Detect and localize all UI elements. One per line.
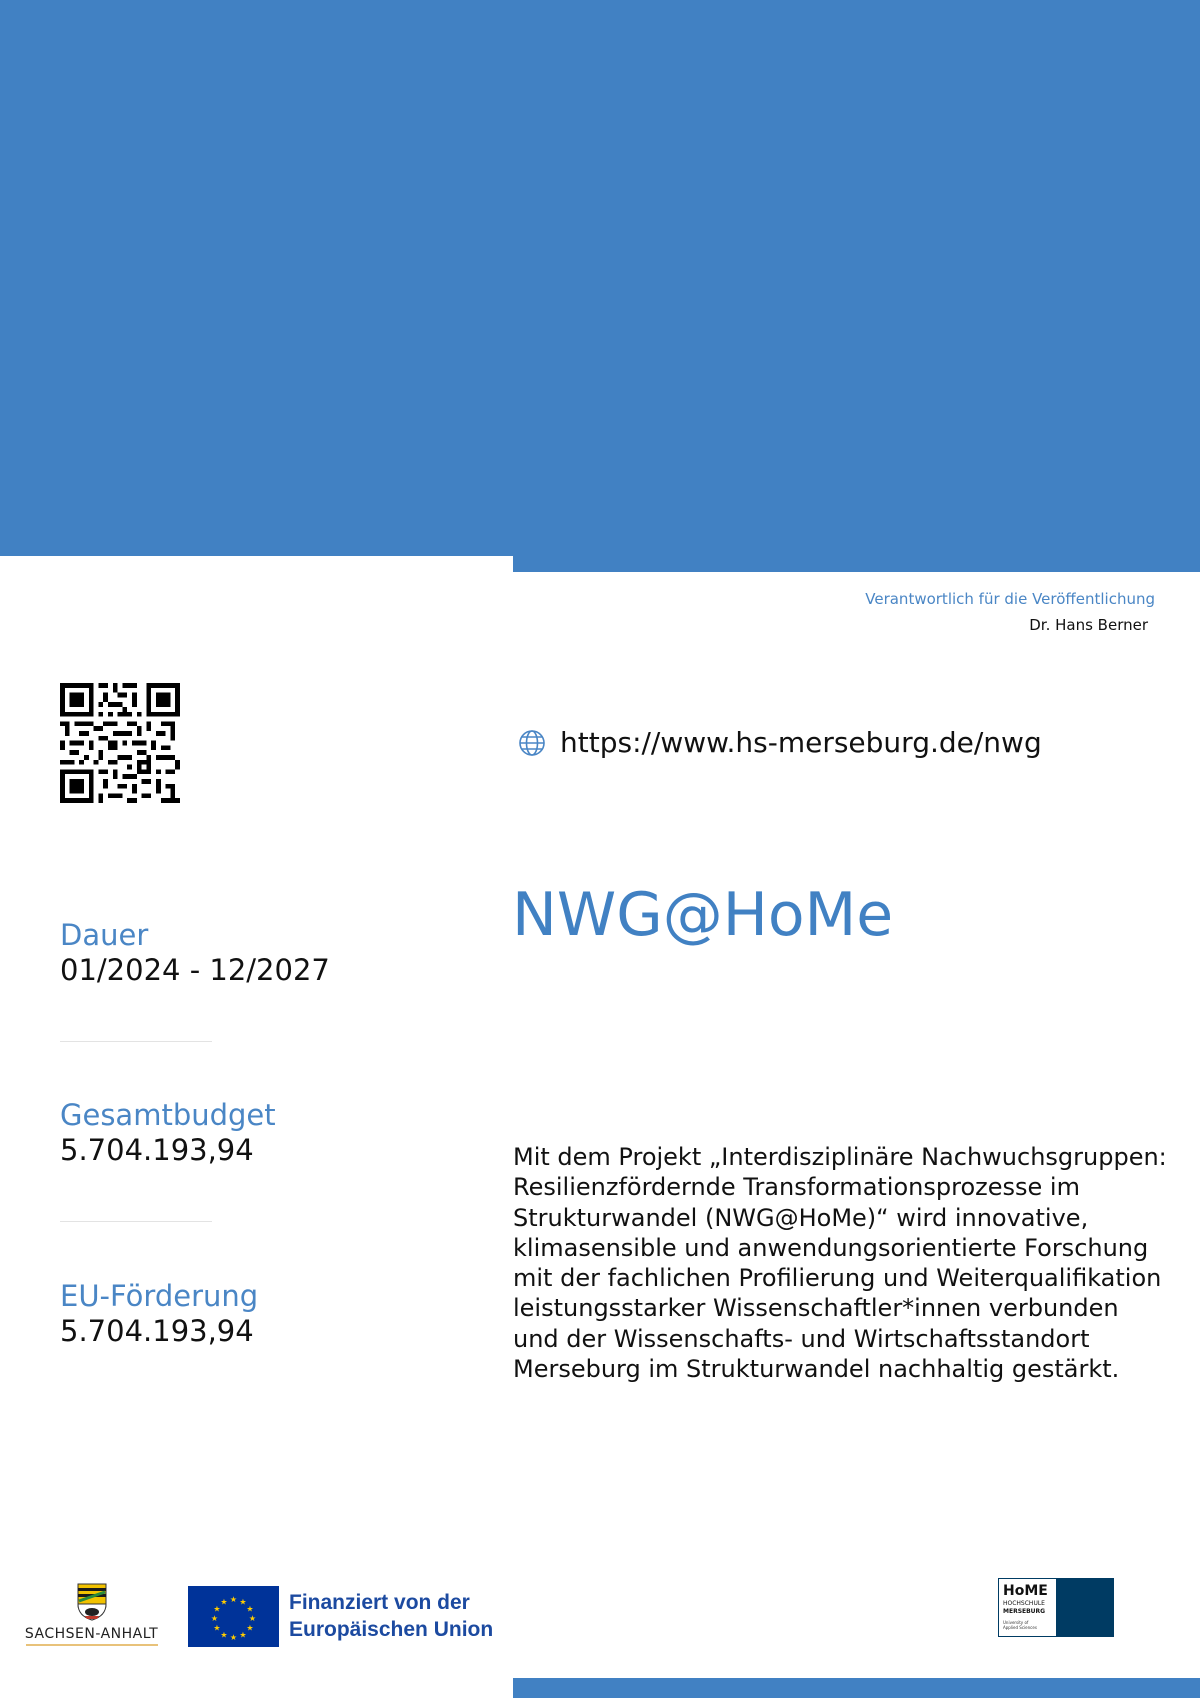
sachsen-anhalt-underline (26, 1644, 158, 1646)
divider (60, 1041, 212, 1042)
home-logo-name: HoME (1003, 1583, 1048, 1599)
eu-text-line-2: Europäischen Union (289, 1618, 494, 1641)
svg-text:★: ★ (246, 1623, 254, 1633)
eu-text-line-1: Finanziert von der (289, 1591, 470, 1614)
eu-funding-text (289, 1589, 493, 1643)
eu-flag-icon (188, 1586, 279, 1647)
hero-banner-step (513, 556, 1200, 572)
footer-accent-bar (513, 1678, 1200, 1698)
website-link[interactable] (518, 726, 1042, 759)
globe-icon (518, 729, 546, 757)
svg-text:★: ★ (213, 1623, 221, 1633)
project-title: NWG@HoMe (512, 880, 894, 950)
svg-text:★: ★ (220, 1597, 228, 1607)
sachsen-anhalt-text: SACHSEN-ANHALT (24, 1626, 159, 1642)
project-description: Mit dem Projekt „Interdisziplinäre Nachwuchsgruppen: Resilienzfördernde Transformationsprozesse im Strukturwandel (NWG@HoMe)“ wird innovative, klimasensible und anwendungsorientierte Forschung mit der fachlichen Profilierung und Weiterqualifikation leistungsstarker Wissenschaftler*innen verbunden und der Wissenschafts- und Wirtschaftsstandort Merseburg im Strukturwandel nachhaltig gestärkt. (513, 1143, 1167, 1384)
hero-banner (0, 0, 1200, 556)
svg-text:★: ★ (239, 1597, 247, 1607)
home-logo-line3: University of (1003, 1620, 1029, 1625)
sachsen-anhalt-logo (24, 1582, 159, 1646)
duration-value: 01/2024 - 12/2027 (60, 953, 330, 987)
svg-text:★: ★ (248, 1614, 257, 1623)
hochschule-merseburg-logo (998, 1578, 1114, 1637)
svg-text:★: ★ (239, 1630, 247, 1640)
home-logo-line1: HOCHSCHULE (1003, 1600, 1045, 1607)
home-logo-line4: Applied Sciences (1003, 1625, 1037, 1630)
svg-text:★: ★ (210, 1614, 219, 1623)
qr-code-icon (60, 683, 180, 803)
coat-of-arms-icon (75, 1582, 109, 1622)
svg-text:★: ★ (229, 1595, 238, 1604)
svg-text:★: ★ (246, 1604, 254, 1614)
responsibility-label: Verantwortlich für die Veröffentlichung (865, 590, 1155, 608)
svg-text:★: ★ (220, 1630, 228, 1640)
eu-funding-value: 5.704.193,94 (60, 1314, 254, 1348)
svg-text:★: ★ (213, 1604, 221, 1614)
duration-label: Dauer (60, 918, 149, 952)
budget-value: 5.704.193,94 (60, 1133, 254, 1167)
eu-funding-label: EU-Förderung (60, 1279, 259, 1313)
svg-text:★: ★ (229, 1633, 238, 1642)
website-url[interactable]: https://www.hs-merseburg.de/nwg (560, 726, 1042, 759)
budget-label: Gesamtbudget (60, 1098, 276, 1132)
home-logo-line2: MERSEBURG (1003, 1608, 1046, 1615)
divider (60, 1221, 212, 1222)
responsibility-name: Dr. Hans Berner (1029, 616, 1148, 634)
